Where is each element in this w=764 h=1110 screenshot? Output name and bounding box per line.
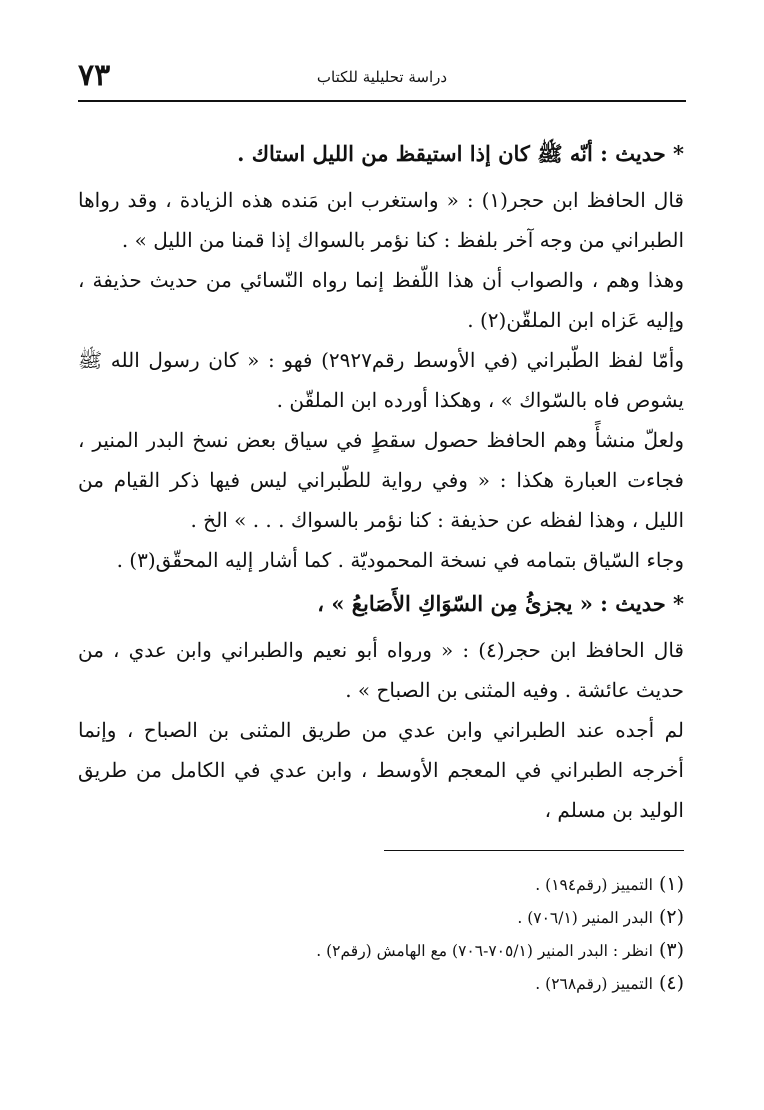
footnote-text: البدر المنير (٧٠٦/١) . xyxy=(517,909,653,927)
page-header xyxy=(78,58,686,98)
paragraph-6: قال الحافظ ابن حجر(٤) : « ورواه أبو نعيم والطبراني وابن عدي ، من حديث عائشة . وفيه المثنى بن الصباح » . xyxy=(78,638,684,702)
footnote-number: (٣) xyxy=(658,939,684,961)
paragraph-5: وجاء السّياق بتمامه في نسخة المحموديّة . كما أشار إليه المحقّق(٣) . xyxy=(116,548,684,572)
paragraph-4: ولعلّ منشأً وهم الحافظ حصول سقطٍ في سياق بعض نسخ البدر المنير ، فجاءت العبارة هكذا : « وفي رواية للطّبراني ليس فيها ذكر القيام من الليل ، وهذا لفظه عن حذيفة : كنا نؤمر بالسواك . . . » الخ . xyxy=(78,428,684,532)
footnotes xyxy=(78,868,684,1000)
paragraph-7: لم أجده عند الطبراني وابن عدي من طريق المثنى بن الصباح ، وإنما أخرجه الطبراني في المعجم الأوسط ، وابن عدي في الكامل من طريق الوليد بن مسلم ، xyxy=(78,718,684,822)
paragraph-2: وهذا وهم ، والصواب أن هذا اللّفظ إنما رواه النّسائي من حديث حذيفة ، وإليه عَزاه ابن الملقّن(٢) . xyxy=(78,268,684,332)
hadith-heading-2: * حديث : « يجزئُ مِن السّوَاكِ الأَصَابعُ » ، xyxy=(317,591,684,616)
footnote xyxy=(78,868,684,901)
hadith-heading-1: * حديث : أنّه ﷺ كان إذا استيقظ من الليل استاك . xyxy=(237,141,684,166)
footnote xyxy=(78,901,684,934)
footnote-number: (٤) xyxy=(658,972,684,994)
footnote-text: التمييز (رقم٢٦٨) . xyxy=(535,975,653,993)
paragraph-1: قال الحافظ ابن حجر(١) : « واستغرب ابن مَنده هذه الزيادة ، وقد رواها الطبراني من وجه آخر بلفظ : كنا نؤمر بالسواك إذا قمنا من الليل » . xyxy=(78,188,684,252)
footnote xyxy=(78,967,684,1000)
paragraph-3: وأمّا لفظ الطّبراني (في الأوسط رقم٢٩٢٧) فهو : « كان رسول الله ﷺ يشوص فاه بالسّواك » ، وهكذا أورده ابن الملقّن . xyxy=(78,348,684,412)
running-title: دراسة تحليلية للكتاب xyxy=(316,68,448,86)
footnote-text: انظر : البدر المنير (٧٠٥/١-٧٠٦) مع الهامش (رقم٢) . xyxy=(316,942,653,960)
page-number: ٧٣ xyxy=(78,58,111,93)
footnote-text: التمييز (رقم١٩٤) . xyxy=(535,876,653,894)
footnote-divider xyxy=(384,850,684,851)
footnote-number: (٢) xyxy=(658,906,684,928)
footnote-number: (١) xyxy=(658,873,684,895)
footnote xyxy=(78,934,684,967)
main-text xyxy=(78,130,684,830)
header-divider xyxy=(78,100,686,102)
